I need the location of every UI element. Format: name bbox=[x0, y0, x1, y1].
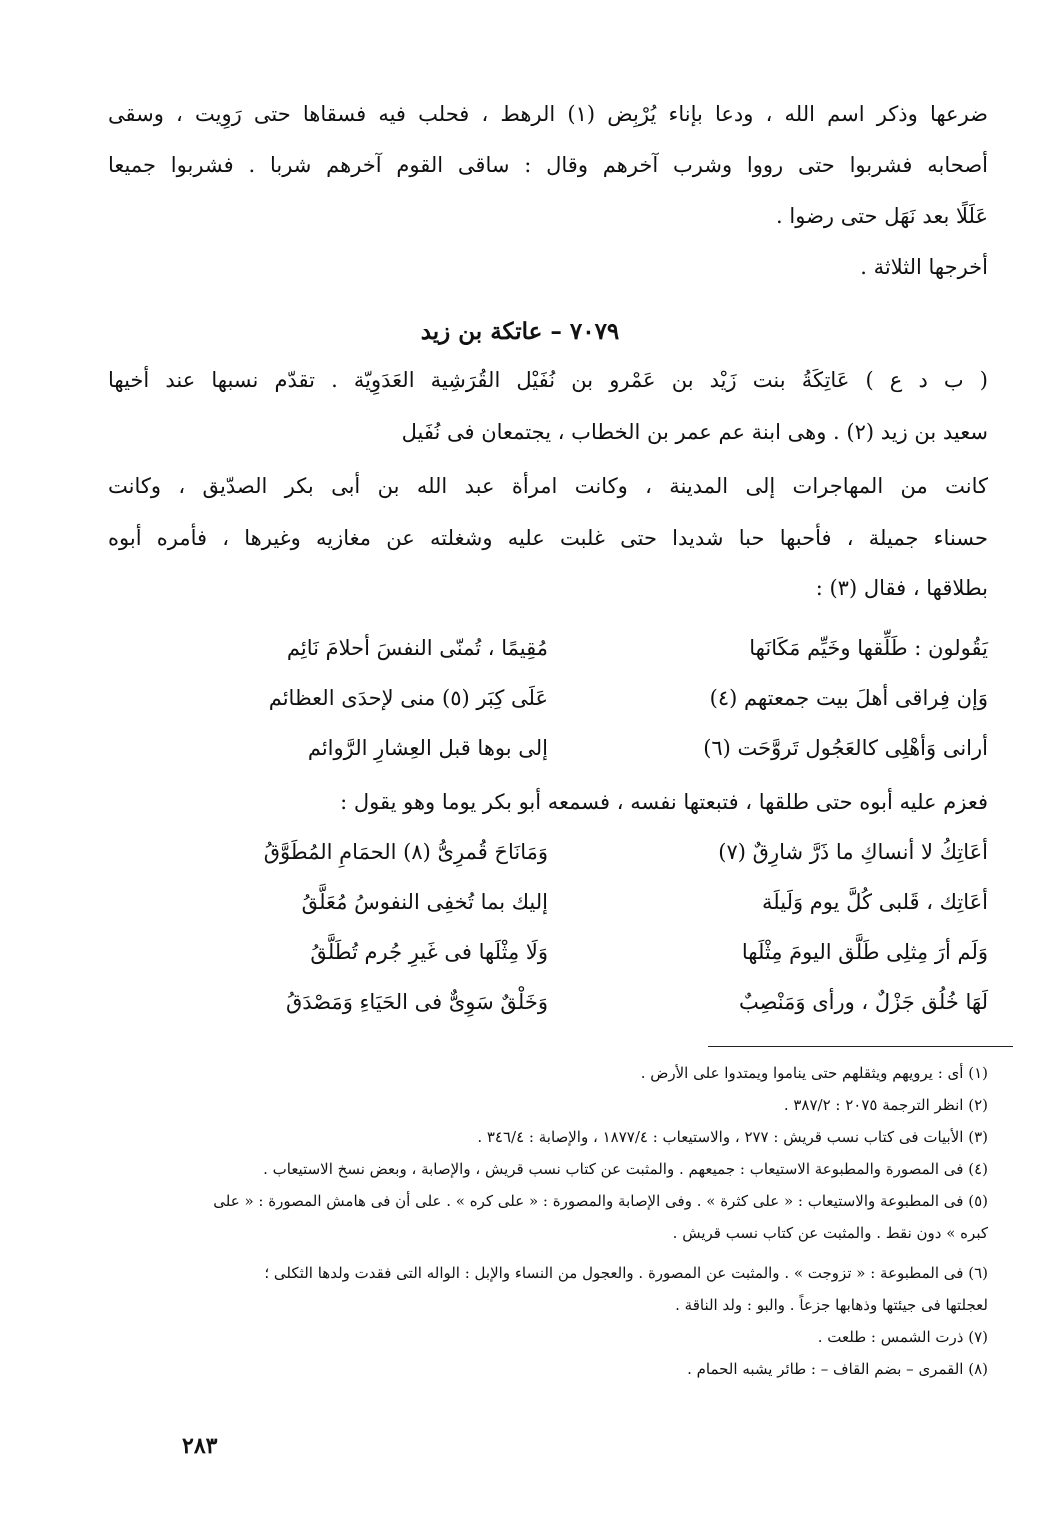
narration-line: فعزم عليه أبوه حتى طلقها ، فتبعتها نفسه ، فسمعه أبو بكر يوما وهو يقول : bbox=[340, 790, 988, 814]
verse-second-hemistich: وَخَلْقٌ سَوِىٌّ فى الحَيَاءِ وَمَصْدَقُ bbox=[285, 990, 548, 1014]
entry-heading: ٧٠٧٩ – عاتكة بن زيد bbox=[420, 318, 620, 345]
footnote: (٤) فى المصورة والمطبوعة الاستيعاب : جميعهم . والمثبت عن كتاب نسب قريش ، والإصابة ، وبعض نسخ الاستيعاب . bbox=[263, 1160, 988, 1178]
paragraph-line: حسناء جميلة ، فأحبها حبا شديدا حتى غلبت عليه وشغلته عن مغازيه وغيرها ، فأمره أبوه bbox=[108, 526, 988, 550]
verse-first-hemistich: وَلَم أرَ مِثلِى طَلَّق اليومَ مِثْلَها bbox=[741, 940, 988, 964]
verse-first-hemistich: وَإن فِراقى أهلَ بيت جمعتهم (٤) bbox=[709, 686, 988, 710]
intro-line: أصحابه فشربوا حتى رووا وشرب آخرهم وقال : ساقى القوم آخرهم شربا . فشربوا جميعا bbox=[108, 153, 988, 177]
footnote: (٨) القمرى – بضم القاف – : طائر يشبه الحمام . bbox=[687, 1360, 988, 1378]
footnote-continuation: كبره » دون نقط . والمثبت عن كتاب نسب قريش . bbox=[672, 1224, 988, 1242]
verse-second-hemistich: عَلَى كِبَر (٥) منى لإحدَى العظائم bbox=[268, 686, 548, 710]
footnote: (٣) الأبيات فى كتاب نسب قريش : ٢٧٧ ، والاستيعاب : ١٨٧٧/٤ ، والإصابة : ٣٤٦/٤ . bbox=[477, 1128, 988, 1146]
footnote: (٦) فى المطبوعة : « تزوجت » . والمثبت عن المصورة . والعجول من النساء والإبل : الواله التى فقدت ولدها الثكلى ؛ bbox=[264, 1264, 988, 1282]
verse-second-hemistich: وَمَانَاحَ قُمرِىُّ (٨) الحمَامِ المُطَوَّقُ bbox=[263, 840, 548, 864]
verse-second-hemistich: مُقِيمًا ، تُمنّى النفسَ أحلامَ نَائِم bbox=[286, 636, 548, 660]
verse-second-hemistich: إلى بوها قبل العِشارِ الرَّوائم bbox=[307, 736, 548, 760]
footnote: (٧) ذرت الشمس : طلعت . bbox=[817, 1328, 988, 1346]
footnote-divider bbox=[708, 1046, 1013, 1047]
paragraph-line: ( ب د ع ) عَاتِكَةُ بنت زَيْد بن عَمْرو بن نُفَيْل القُرَشِية العَدَوِيّة . تقدّم نسبها عند أخيها bbox=[108, 368, 988, 392]
intro-line: ضرعها وذكر اسم الله ، ودعا بإناء يُرْبِض (١) الرهط ، فحلب فيه فسقاها حتى رَوِيت ، وسقى bbox=[108, 102, 988, 126]
verse-first-hemistich: لَهَا خُلُق جَزْلٌ ، ورأى وَمَنْصِبٌ bbox=[738, 990, 988, 1014]
paragraph-line: سعيد بن زيد (٢) . وهى ابنة عم عمر بن الخطاب ، يجتمعان فى نُفَيل bbox=[401, 420, 988, 444]
verse-second-hemistich: وَلَا مِثْلَها فى غَيرِ جُرم تُطَلَّقُ bbox=[310, 940, 548, 964]
footnote-continuation: لعجلتها فى جيئتها وذهابها جزعاً . والبو : ولد الناقة . bbox=[675, 1296, 988, 1314]
verse-first-hemistich: أعَاتِك ، قَلبى كُلَّ يوم وَلَيلَة bbox=[762, 890, 988, 914]
verse-second-hemistich: إليك بما تُخفِى النفوسُ مُعَلَّقُ bbox=[301, 890, 548, 914]
intro-line: أخرجها الثلاثة . bbox=[860, 255, 988, 279]
verse-first-hemistich: أعَاتِكُ لا أنساكِ ما ذَرَّ شارِقٌ (٧) bbox=[718, 840, 988, 864]
paragraph-line: بطلاقها ، فقال (٣) : bbox=[815, 576, 988, 600]
page-number: ٢٨٣ bbox=[182, 1433, 218, 1459]
verse-first-hemistich: يَقُولون : طَلِّقها وخَيِّم مَكَانَها bbox=[749, 636, 988, 660]
footnote: (١) أى : يرويهم ويثقلهم حتى يناموا ويمتدوا على الأرض . bbox=[640, 1064, 988, 1082]
verse-first-hemistich: أرانى وَأهْلِى كالعَجُول تَروَّحَت (٦) bbox=[703, 736, 988, 760]
footnote: (٥) فى المطبوعة والاستيعاب : « على كثرة » . وفى الإصابة والمصورة : « على كره » . على أن فى هامش المصورة : « على bbox=[213, 1192, 988, 1210]
paragraph-line: كانت من المهاجرات إلى المدينة ، وكانت امرأة عبد الله بن أبى بكر الصدّيق ، وكانت bbox=[108, 474, 988, 498]
intro-line: عَلَلًا بعد نَهَل حتى رضوا . bbox=[776, 204, 988, 228]
footnote: (٢) انظر الترجمة ٢٠٧٥ : ٣٨٧/٢ . bbox=[783, 1096, 988, 1114]
